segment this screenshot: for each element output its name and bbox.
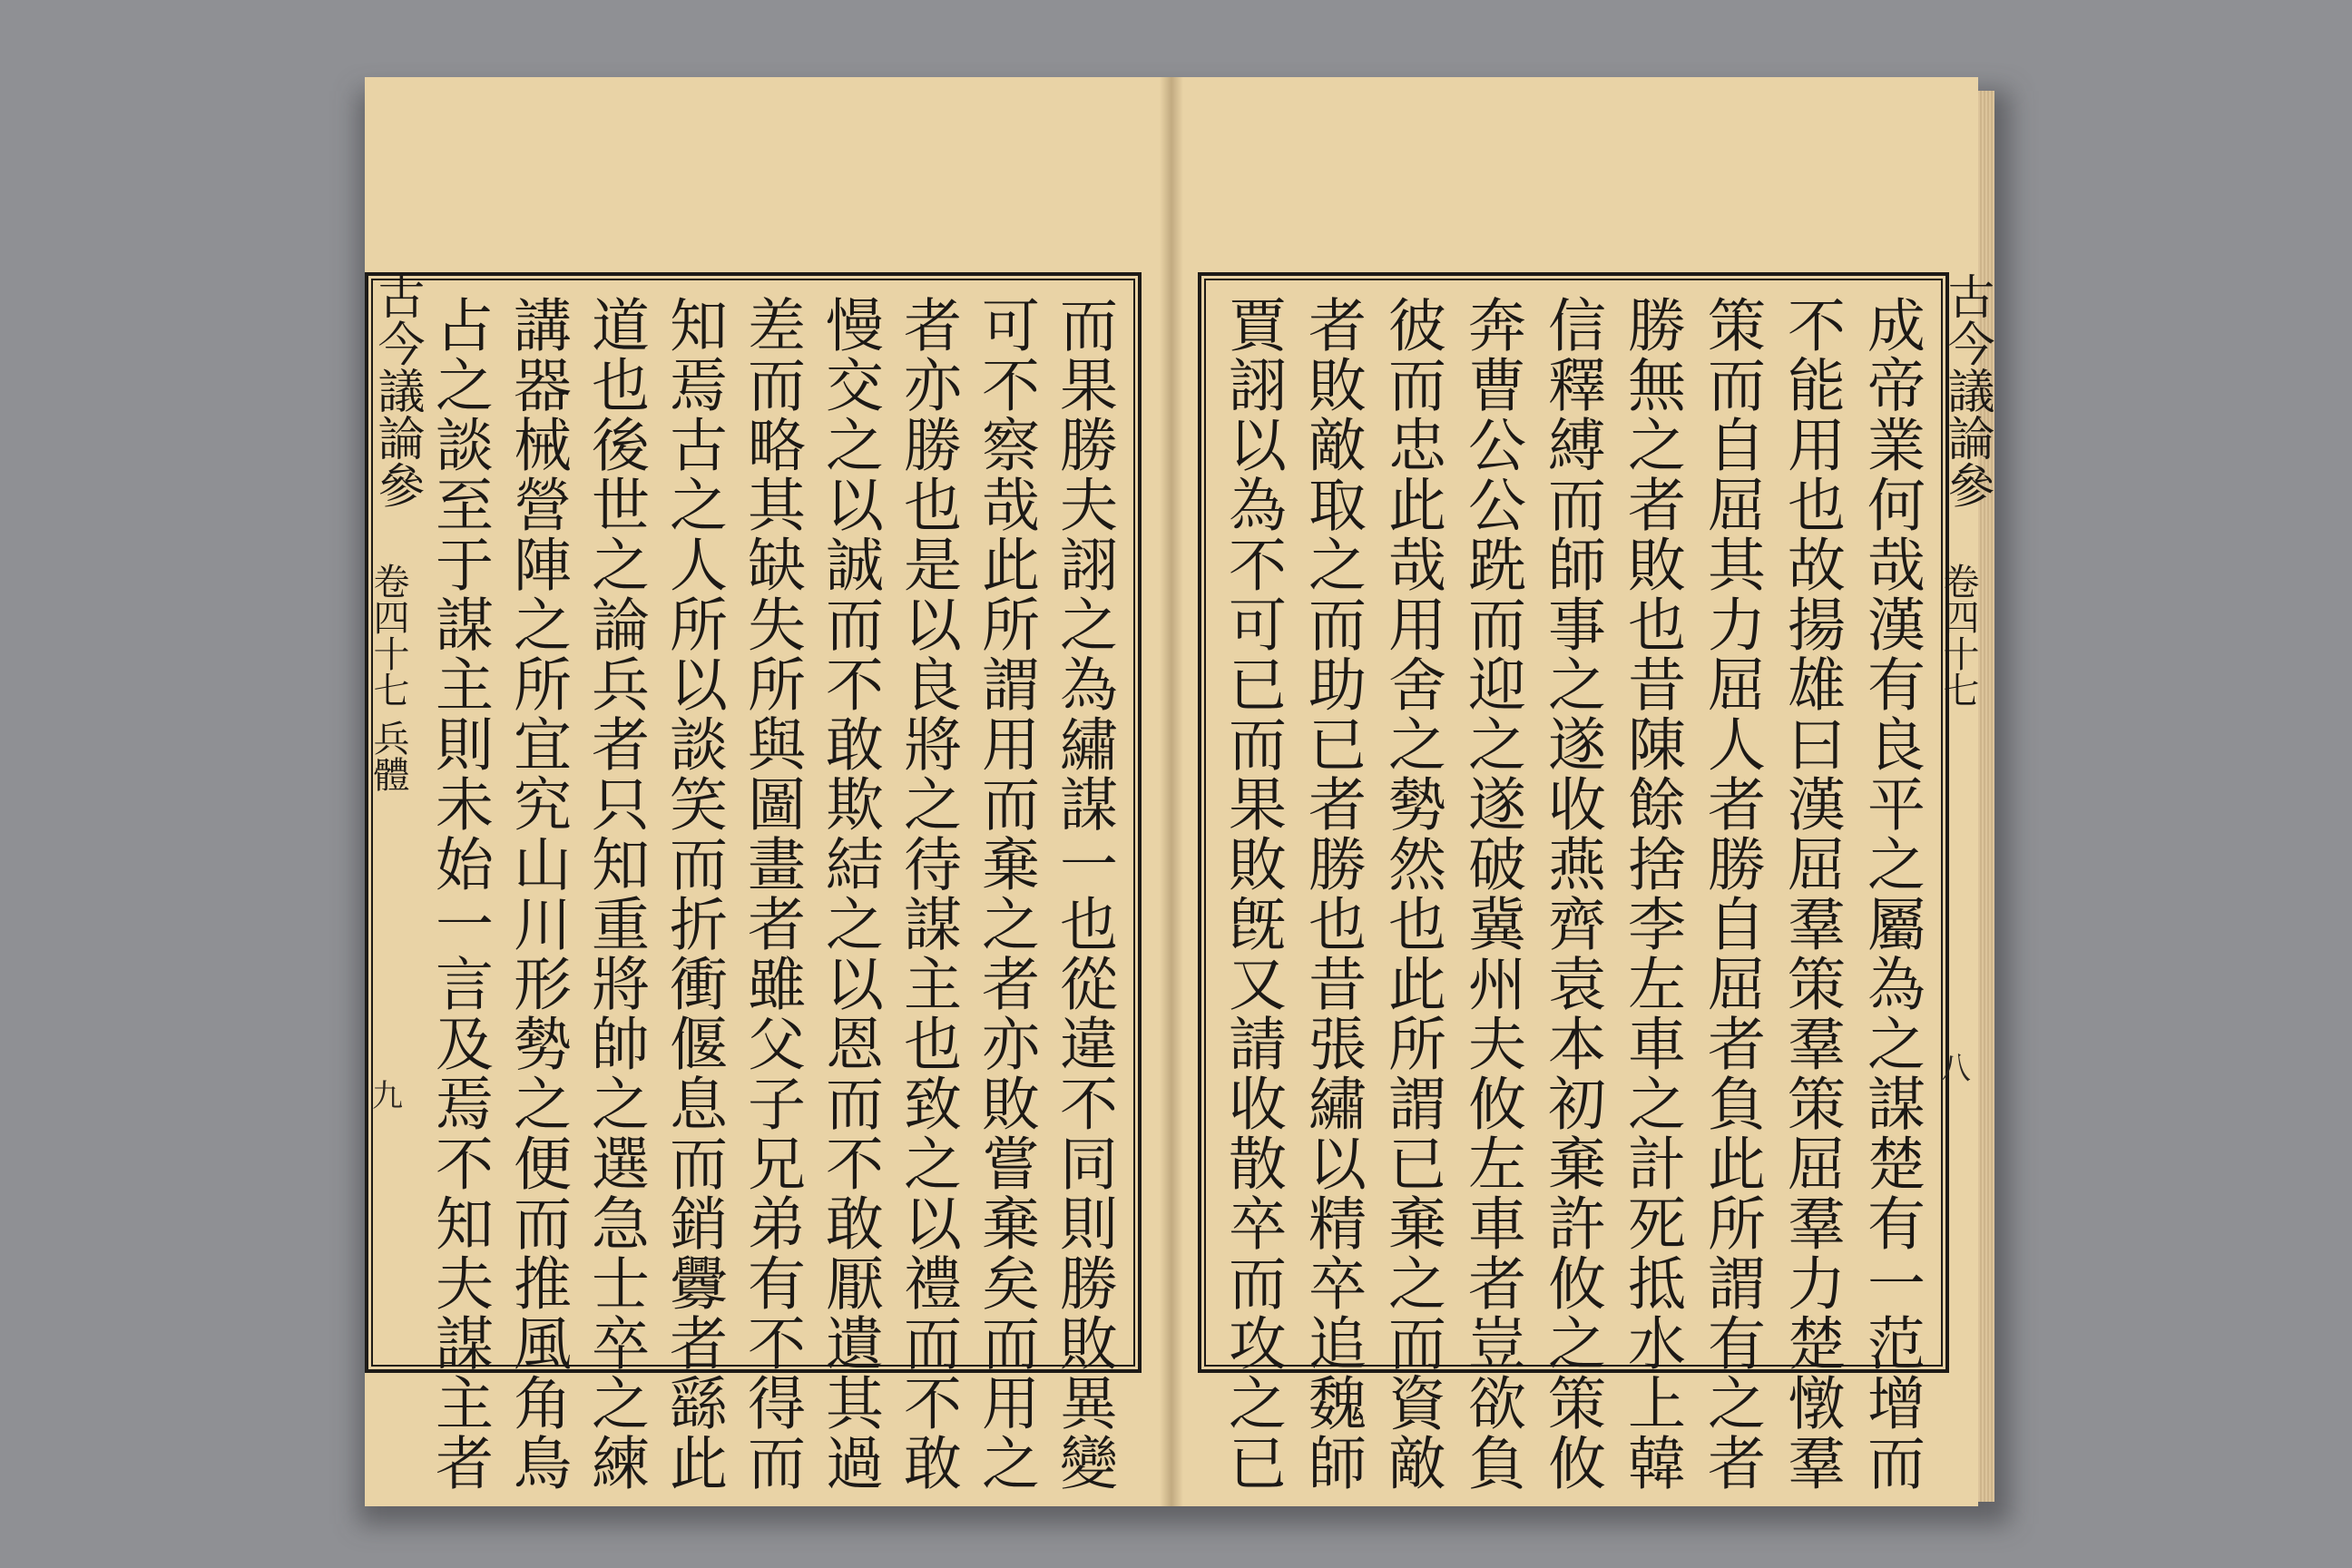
text-column: 者敗敵取之而助已者勝也昔張繡以精卒追魏師 <box>1298 295 1366 1493</box>
text-column: 策而自屈其力屈人者勝自屈者負此所謂有之者 <box>1698 295 1765 1493</box>
text-column: 者亦勝也是以良將之待謀主也致之以禮而不敢 <box>894 295 961 1493</box>
book-gutter <box>1160 77 1183 1506</box>
margin-title: 古今議論參 <box>369 272 424 508</box>
text-column: 占之談至于謀主則未始一言及焉不知夫謀主者 <box>426 295 493 1493</box>
text-column: 不能用也故揚雄曰漢屈羣策羣策屈羣力楚憞羣 <box>1778 295 1845 1493</box>
text-column: 慢交之以誠而不敢欺結之以恩而不敢厭遺其過 <box>816 295 883 1493</box>
folio-number: 九 <box>372 1078 403 1114</box>
text-column: 賈詡以為不可已而果敗旣又請收散卒而攻之已 <box>1219 295 1286 1493</box>
margin-subtitle: 卷四十七 <box>1937 563 1979 708</box>
text-column: 可不察哉此所謂用而棄之者亦敗嘗棄矣而用之 <box>972 295 1039 1493</box>
text-column: 而果勝夫詡之為繡謀一也從違不同則勝敗異變 <box>1050 295 1117 1493</box>
text-column: 奔曹公公跣而迎之遂破冀州夫攸左車者豈欲負 <box>1458 295 1525 1493</box>
text-column: 道也後世之論兵者只知重將帥之選急士卒之練 <box>582 295 649 1493</box>
text-column: 成帝業何哉漢有良平之屬為之謀楚有一范增而 <box>1857 295 1925 1493</box>
text-column: 講器械營陣之所宜究山川形勢之便而推風角鳥 <box>504 295 571 1493</box>
text-column: 勝無之者敗也昔陳餘捨李左車之計死抵水上韓 <box>1618 295 1685 1493</box>
folio-number: 八 <box>1940 1051 1971 1087</box>
text-column: 信釋縛而師事之遂收燕齊袁本初棄許攸之策攸 <box>1538 295 1605 1493</box>
text-column: 知焉古之人所以談笑而折衝偃息而銷釁者繇此 <box>660 295 727 1493</box>
margin-title: 古今議論參 <box>1939 272 1994 508</box>
text-column: 彼而忠此哉用舍之勢然也此所謂已棄之而資敵 <box>1378 295 1446 1493</box>
margin-subtitle: 卷四十七 兵體 <box>368 563 409 792</box>
text-column: 差而略其缺失所與圖畫者雖父子兄弟有不得而 <box>738 295 805 1493</box>
